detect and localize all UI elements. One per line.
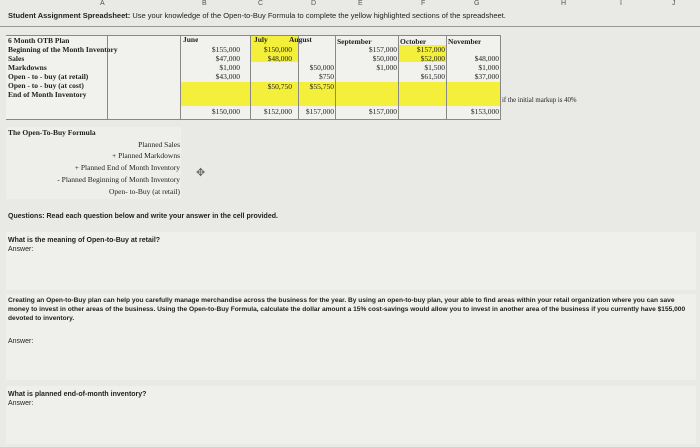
column-header-f[interactable]: F: [421, 0, 426, 7]
cell-june-otb[interactable]: $43,000: [215, 72, 240, 81]
sheet-title-text: Use your knowledge of the Open-to-Buy Formula to complete the yellow highlighted sections of the spreadsheet.: [132, 11, 506, 20]
cell-sep-bom[interactable]: $157,000: [368, 45, 397, 54]
cell-nov-sales[interactable]: $48,000: [474, 54, 499, 63]
gridline: [6, 35, 500, 36]
formula-line-1[interactable]: Planned Sales: [138, 140, 180, 149]
month-november[interactable]: November: [448, 37, 482, 46]
answer-label-1[interactable]: Answer:: [8, 246, 34, 253]
row-label-eom[interactable]: End of Month Inventory: [8, 90, 87, 99]
question-3[interactable]: What is planned end-of-month inventory?: [8, 391, 147, 398]
gridline: [180, 35, 181, 120]
cell-nov-eom[interactable]: $153,000: [470, 107, 499, 116]
questions-intro[interactable]: Questions: Read each question below and write your answer in the cell provided.: [8, 213, 278, 220]
question-2[interactable]: Creating an Open-to-Buy plan can help you carefully manage merchandise across the business for the year. By using an open-to-buy plan, your able to find areas within your retail organization where you can save money to invest in other areas of the business. Using the Open-to-Buy Formula, calculate the dollar amount a 15% cost-savings would allow you to invest in another area of the business if you currently have $155,000 devoted to inventory.: [8, 297, 686, 322]
yellow-highlight-otb[interactable]: [180, 82, 500, 106]
question-1[interactable]: What is the meaning of Open-to-Buy at retail?: [8, 237, 161, 244]
cell-aug-sales[interactable]: $50,000: [309, 63, 334, 72]
column-header-d[interactable]: D: [311, 0, 317, 7]
month-october[interactable]: October: [400, 37, 427, 46]
row-label-otb-retail[interactable]: Open - to - buy (at retail): [8, 72, 89, 81]
gridline: [398, 35, 399, 120]
cell-sep-eom[interactable]: $157,000: [368, 107, 397, 116]
answer-label-2[interactable]: Answer:: [8, 338, 34, 345]
formula-line-2[interactable]: + Planned Markdowns: [112, 151, 180, 160]
cell-nov-otb[interactable]: $37,000: [474, 72, 499, 81]
gridline: [446, 35, 447, 120]
cell-june-markdowns[interactable]: $1,000: [219, 63, 240, 72]
cell-june-eom[interactable]: $150,000: [211, 107, 240, 116]
month-august[interactable]: August: [289, 35, 312, 44]
cell-sep-sales[interactable]: $50,000: [372, 54, 397, 63]
cell-june-sales[interactable]: $47,000: [215, 54, 240, 63]
gridline: [6, 119, 500, 120]
month-september[interactable]: September: [337, 37, 372, 46]
column-header-j[interactable]: J: [672, 0, 676, 7]
cell-sep-markdowns[interactable]: $1,000: [376, 63, 397, 72]
cursor-cross-icon: ✥: [196, 167, 206, 179]
sheet-title[interactable]: [8, 11, 506, 20]
gridline: [335, 35, 336, 120]
formula-line-3[interactable]: + Planned End of Month Inventory: [74, 163, 180, 172]
column-header-i[interactable]: I: [620, 0, 622, 7]
divider: [0, 26, 700, 27]
column-header-h[interactable]: H: [561, 0, 567, 7]
cell-nov-markdowns[interactable]: $1,000: [478, 63, 499, 72]
cell-july-otb[interactable]: $50,750: [267, 82, 292, 91]
cell-june-bom[interactable]: $155,000: [211, 45, 240, 54]
cell-oct-markdowns[interactable]: $1,500: [424, 63, 445, 72]
formula-line-5[interactable]: Open- to-Buy (at retail): [108, 187, 180, 196]
formula-heading[interactable]: The Open-To-Buy Formula: [8, 128, 96, 137]
cell-oct-otb[interactable]: $61,500: [420, 72, 445, 81]
column-header-c[interactable]: C: [258, 0, 264, 7]
row-label-bom[interactable]: Beginning of the Month Inventory: [8, 45, 118, 54]
cell-july-eom[interactable]: $152,000: [263, 107, 292, 116]
column-header-e[interactable]: E: [358, 0, 363, 7]
column-header-g[interactable]: G: [474, 0, 480, 7]
cell-july-bom[interactable]: $150,000: [263, 45, 292, 54]
month-july[interactable]: July: [254, 35, 268, 44]
row-label-markdowns[interactable]: Markdowns: [8, 63, 47, 72]
column-header-b[interactable]: B: [202, 0, 207, 7]
cell-july-sales[interactable]: $48,000: [267, 54, 292, 63]
answer-label-3[interactable]: Answer:: [8, 400, 34, 407]
cell-aug-markdowns[interactable]: $750: [319, 72, 334, 81]
gridline: [500, 35, 501, 120]
cell-oct-bom[interactable]: $157,000: [416, 45, 445, 54]
row-label-sales[interactable]: Sales: [8, 54, 25, 63]
row-label-otb-cost[interactable]: Open - to - buy (at cost): [8, 81, 84, 90]
markup-note[interactable]: if the initial markup is 40%: [502, 97, 577, 104]
sheet-title-bold: Student Assignment Spreadsheet:: [8, 11, 131, 20]
cell-oct-sales[interactable]: $52,000: [420, 54, 445, 63]
column-header-a[interactable]: A: [100, 0, 105, 7]
formula-line-4[interactable]: - Planned Beginning of Month Inventory: [57, 175, 180, 184]
cell-aug-eom[interactable]: $157,000: [305, 107, 334, 116]
cell-aug-otb[interactable]: $55,750: [309, 82, 334, 91]
row-label-plan[interactable]: 6 Month OTB Plan: [8, 36, 70, 45]
month-june[interactable]: June: [183, 35, 199, 44]
